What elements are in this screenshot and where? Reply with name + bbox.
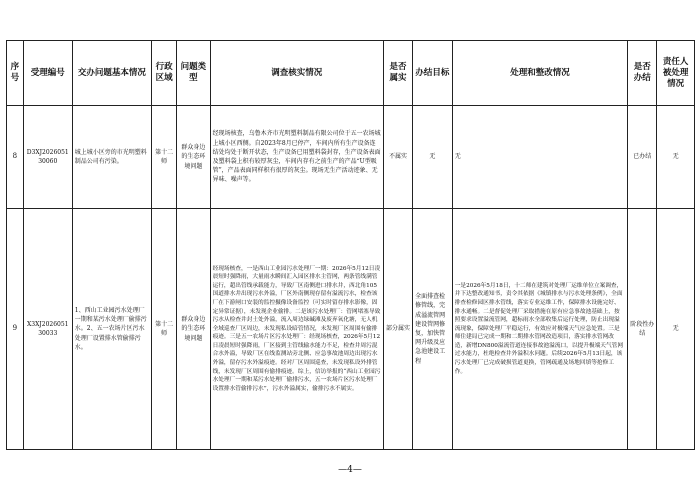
header-verified: 是否属实 <box>383 41 412 106</box>
cell-investigation: 经现场核查，乌鲁木齐市光明塑料制品有限公司位于五一农场城上城小区西侧。自2023年8月已停产，车间内所有生产设备连结处均处于断开状态，生产设备已用塑料袋封存，生产设备表面及塑料袋上积有较厚灰尘，车间内存有之前生产的产品“U型吸管”，产品表面同样积有很厚的灰尘。现场无生产活动迹象、无异味、噪声等。 <box>210 106 383 209</box>
cell-issue: 城上城小区旁的市光明塑料制品公司有污染。 <box>72 106 151 209</box>
cell-region: 第十二师 <box>152 209 177 450</box>
header-investigation: 调查核实情况 <box>210 41 383 106</box>
cell-code: D3XJ202605130060 <box>23 106 72 209</box>
header-completed: 是否办结 <box>628 41 657 106</box>
cell-target: 全面排查检修管线，完成溢流管网建设管网修复，加快管网升级及应急池建设工程 <box>413 209 453 450</box>
header-target: 办结目标 <box>413 41 453 106</box>
cell-verified: 不属实 <box>383 106 412 209</box>
header-row <box>7 41 695 106</box>
cell-investigation: 经现场核查，一是西山工业园污水处理厂一期：2026年5月12日凌晨短时强降雨，大量雨水瞬间汇入园区排水主管网，两条管线满管运行，超出管线承载能力，导致厂区南侧进口排水井，西北角105国道排水井出现污水外溢，厂区外南侧现存留有溢流污水，检查该厂在下游闸口安装的监控摄像设备监控（可实时留存排水影像，固定异常证据），未发现企业偷排。二是该污水处理厂：管网堵塞导致污水从检查井封土处外溢，流入周边绿碱滩及废弃氧化塘，无人机全域巡查厂区周边，未发现私设暗管情况，未发现厂区周围有偷排痕迹。三是五一农场片区污水处理厂：经现场核查，2026年5月12日凌晨短时强降雨，厂区接到主管线输水能力不足，检查井周污混合水外溢，导致厂区在线监测站旁北侧、应急事故池周边出现污水外溢，留存污水外溢痕迹。经对厂区周围巡查，未发现私设外排管线，未发现厂区周围有偷排痕迹。综上，信访举报的“西山工业园污水处理厂一期和某污水处理厂偷排污水，五一农场片区污水处理厂设置排水管偷排污水”，污水外溢属实，偷排污水不属实。 <box>210 209 383 450</box>
cell-completed: 阶段性办结 <box>628 209 657 450</box>
cell-seq: 9 <box>7 209 24 450</box>
table-row <box>7 209 695 450</box>
header-issue: 交办问题基本情况 <box>72 41 151 106</box>
header-seq: 序号 <box>7 41 24 106</box>
cell-completed: 已办结 <box>628 106 657 209</box>
cell-accountability: 无 <box>657 209 695 450</box>
cell-handling: 无 <box>452 106 627 209</box>
header-accountability: 责任人被处理情况 <box>657 41 695 106</box>
page-number: —4— <box>338 465 362 475</box>
cell-target: 无 <box>413 106 453 209</box>
cell-type: 群众身边的生态环境问题 <box>177 209 210 450</box>
header-type: 问题类型 <box>177 41 210 106</box>
cell-type: 群众身边的生态环境问题 <box>177 106 210 209</box>
complaint-table <box>6 40 695 450</box>
cell-code: X3XJ202605130033 <box>23 209 72 450</box>
cell-handling: 一是2026年5月18日，十二师在建筑对处理厂运维单位立案调查，并下达整改通知书，责令其依据《城镇排水与污水处理条例》，全面排查检修园区排水管线，落实专业运维工作，保障排水设施完好、排水通畅。二是督促处理厂采取措施在原有应急事故池基础上，按照要求设置溢流管网，超标雨水全部收集后运行处理，防止出现溢流现象，保障处理厂平稳运行，有效应对极端天气应急处置。三是师住建局已完成一期和二期排水管网改造项目，落实排水管网改造，新增DN800溢流管道连接事故池溢流口，以提升极端天气管网过水能力，杜绝检查井外溢积水问题。后续2026年5月13日起，该污水处理厂已完成破损管道更换，管网疏通及场地回填等抢修工作。 <box>452 209 627 450</box>
cell-accountability: 无 <box>657 106 695 209</box>
header-handling: 处理和整改情况 <box>452 41 627 106</box>
cell-verified: 部分属实 <box>383 209 412 450</box>
table-row <box>7 106 695 209</box>
header-region: 行政区域 <box>152 41 177 106</box>
header-code: 受理编号 <box>23 41 72 106</box>
cell-issue: 1、西山工业园污水处理厂一期和某污水处理厂偷排污水。2、五一农场片区污水处理厂设置排水管偷排污水。 <box>72 209 151 450</box>
cell-region: 第十二师 <box>152 106 177 209</box>
cell-seq: 8 <box>7 106 24 209</box>
